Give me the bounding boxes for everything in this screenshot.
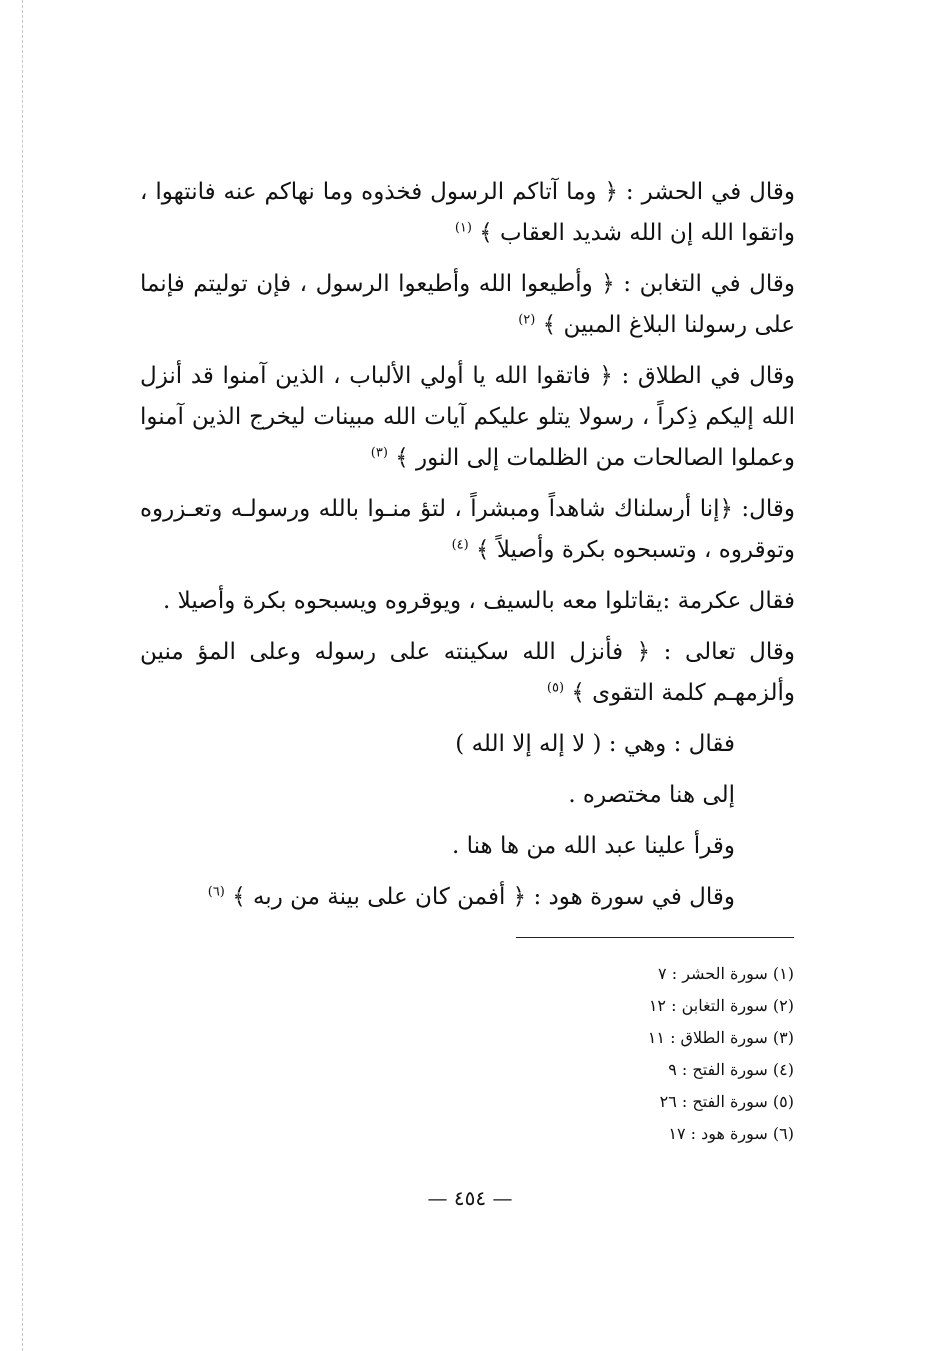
page-edge-line [22, 0, 23, 1351]
paragraph-al-hashr: وقال في الحشر : ﴿ وما آتاكم الرسول فخذوه وما نهاكم عنه فانتهوا ، واتقوا الله إن الله شديد العقاب ﴾ $^{(١)}$ [140, 179, 795, 246]
footnote-item: (٤) سورة الفتح : ٩ [668, 1060, 794, 1079]
footnote-item: (٦) سورة هود : ١٧ [668, 1124, 794, 1143]
footnote-ref: (٣) [370, 445, 388, 461]
footnote-ref: (٤) [451, 537, 469, 553]
paragraph-ikrimah: فقال عكرمة :يقاتلوا معه بالسيف ، ويوقروه ويسبحوه بكرة وأصيلا . [163, 588, 795, 614]
main-text [140, 172, 795, 928]
line-surat-hud: وقال في سورة هود : ﴿ أفمن كان على بينة من ربه ﴾ $^{(٦)}$ [207, 884, 735, 910]
paragraph-al-fath-2: وقال تعالى : ﴿ فأنزل الله سكينته على رسوله وعلى المؤ منين وألزمهـم كلمة التقوى ﴾ $^{(٥)}$ [140, 639, 795, 706]
footnote-item: (٢) سورة التغابن : ١٢ [648, 996, 794, 1015]
footnote-ref: (٢) [518, 312, 536, 328]
paragraph-at-talaq: وقال في الطلاق : ﴿ فاتقوا الله يا أولي الألباب ، الذين آمنوا قد أنزل الله إليكم ذِكراً ، رسولا يتلو عليكم آيات الله مبينات ليخرج الذين آمنوا وعملوا الصالحات من الظلمات إلى النور ﴾ $^{(٣)}$ [140, 363, 795, 471]
footnote-item: (٣) سورة الطلاق : ١١ [647, 1028, 794, 1047]
footnote-item: (٥) سورة الفتح : ٢٦ [659, 1092, 794, 1111]
paragraph-al-fath-1: وقال: ﴿إنا أرسلناك شاهداً ومبشراً ، لتؤ منـوا بالله ورسولـه وتعـزروه وتوقروه ، وتسبحوه بكرة وأصيلاً ﴾ $^{(٤)}$ [140, 496, 795, 563]
footnotes [516, 958, 794, 1150]
footnote-ref: (١) [454, 220, 472, 236]
page-number: — ٤٥٤ — [427, 1186, 513, 1210]
line-end-of-summary: إلى هنا مختصره . [568, 782, 735, 808]
footnote-ref: (٥) [546, 680, 565, 696]
line-abdullah-read: وقرأ علينا عبد الله من ها هنا . [451, 833, 735, 859]
footnote-divider [516, 937, 794, 938]
footnote-item: (١) سورة الحشر : ٧ [658, 964, 794, 983]
paragraph-at-taghabun: وقال في التغابن : ﴿ وأطيعوا الله وأطيعوا الرسول ، فإن توليتم فإنما على رسولنا البلاغ المبين ﴾ $^{(٢)}$ [140, 271, 795, 338]
footnote-ref: (٦) [207, 884, 225, 900]
line-la-ilaha: فقال : وهي : ( لا إله إلا الله ) [455, 731, 735, 757]
